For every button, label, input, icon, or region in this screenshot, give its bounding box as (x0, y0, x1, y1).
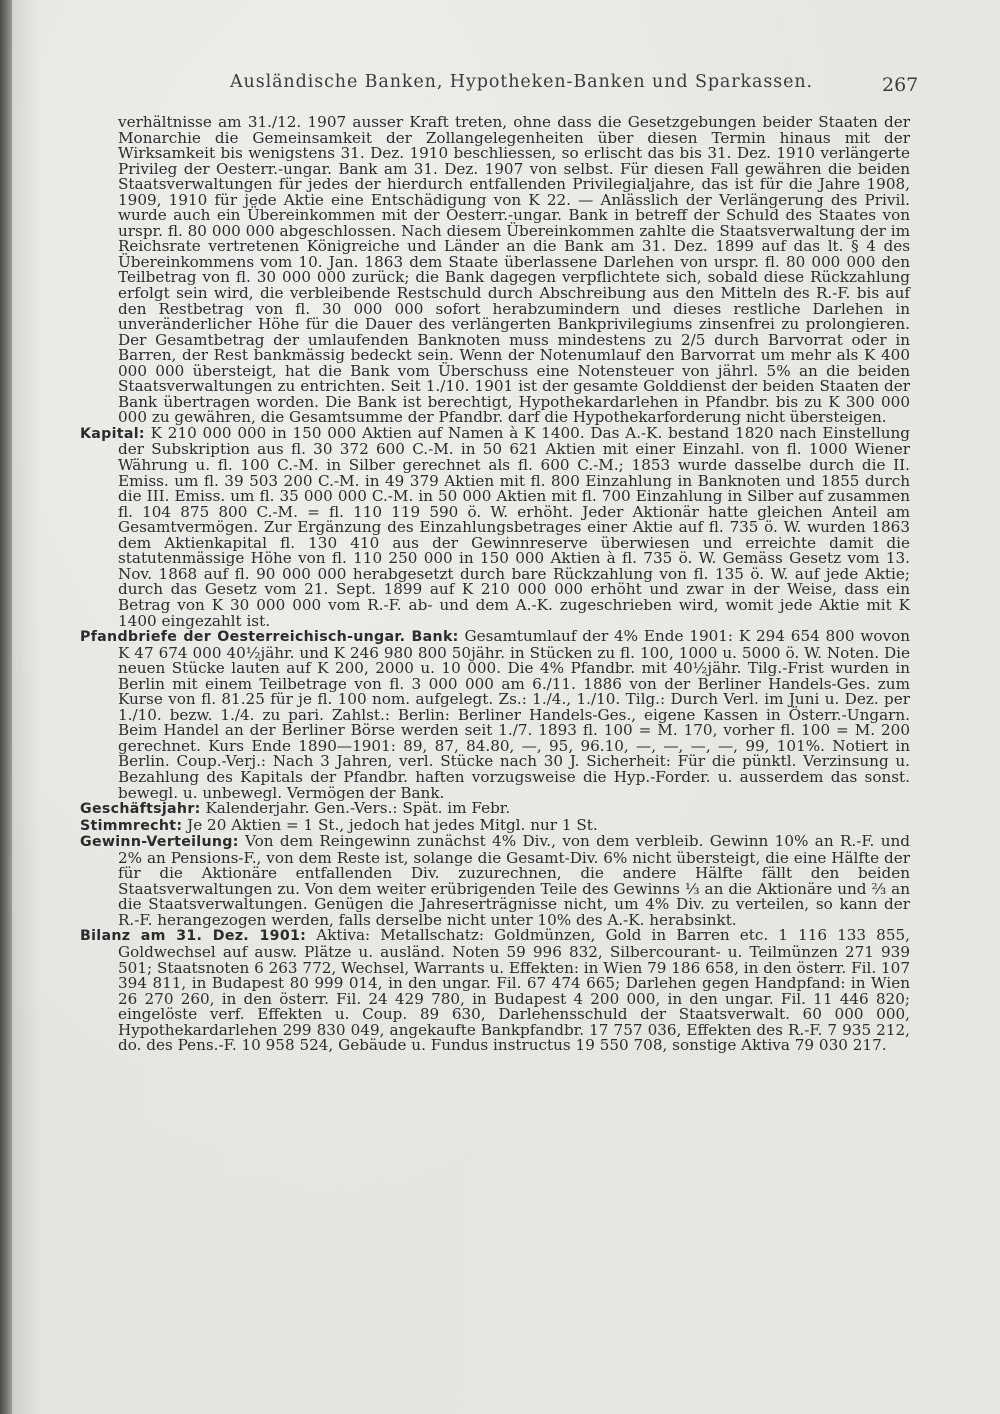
page-number: 267 (882, 74, 919, 96)
section-heading-gewinn-verteilung: Gewinn-Verteilung: (80, 834, 239, 851)
paragraph-gewinn-verteilung (80, 834, 910, 928)
paragraph-bilanz (80, 928, 910, 1053)
body-text (80, 115, 910, 1054)
paragraph-privilege (80, 115, 910, 426)
paragraph-pfandbriefe (80, 629, 910, 801)
section-heading-stimmrecht: Stimmrecht: (80, 817, 183, 834)
page-binding-edge (0, 0, 12, 1414)
paragraph-text: verhältnisse am 31./12. 1907 ausser Kraft treten, ohne dass die Gesetzgebungen beider Staaten der Monarchie die Gemeinsamkeit der Zollangelegenheiten über diesen Termin hinaus mit der Wirksamkeit bis wenigstens 31. Dez. 1910 beschliessen, so erlischt das bis 31. Dez. 1910 verlängerte Privileg der Oesterr.-ungar. Bank am 31. Dez. 1907 von selbst. Für diesen Fall gewähren die beiden Staatsverwaltungen für jedes der hierdurch entfallenden Privilegialjahre, das ist für die Jahre 1908, 1909, 1910 für jede Aktie eine Entschädigung von K 22. — Anlässlich der Verlängerung des Privil. wurde auch ein Übereinkommen mit der Oesterr.-ungar. Bank in betreff der Schuld des Staates von urspr. fl. 80 000 000 abgeschlossen. Nach diesem Übereinkommen zahlte die Staatsverwaltung der im Reichsrate vertretenen Königreiche und Länder an die Bank am 31. Dez. 1899 auf das lt. § 4 des Übereinkommens vom 10. Jan. 1863 dem Staate überlassene Darlehen von urspr. fl. 80 000 000 den Teilbetrag von fl. 30 000 000 zurück; die Bank dagegen verpflichtete sich, sobald diese Rückzahlung erfolgt sein wird, die verbleibende Restschuld durch Abschreibung aus den Mitteln des R.-F. bis auf den Restbetrag von fl. 30 000 000 sofort herabzumindern und dieses restliche Darlehen in unveränderlicher Höhe für die Dauer des verlängerten Bankprivilegiums zinsenfrei zu prolongieren. Der Gesamtbetrag der umlaufenden Banknoten muss mindestens zu 2/5 durch Barvorrat oder in Barren, der Rest bankmässig bedeckt sein. Wenn der Notenumlauf den Barvorrat um mehr als K 400 000 000 übersteigt, hat die Bank vom Überschuss eine Notensteuer von jährl. 5% an die beiden Staatsverwaltungen zu entrichten. Seit 1./10. 1901 ist der gesamte Golddienst der beiden Staaten der Bank übertragen worden. Die Bank ist berechtigt, Hypothekardarlehen in Pfandbr. bis zu K 300 000 000 zu gewähren, die Gesamtsumme der Pfandbr. darf die Hypothekarforderung nicht übersteigen. (118, 113, 910, 427)
section-heading-pfandbriefe: Pfandbriefe der Oesterreichisch-ungar. Bank: (80, 629, 459, 646)
section-heading-kapital: Kapital: (80, 425, 145, 442)
page-header (0, 68, 1000, 98)
section-heading-geschaeftsjahr: Geschäftsjahr: (80, 801, 201, 818)
paragraph-text: Aktiva: Metallschatz: Goldmünzen, Gold in Barren etc. 1 116 133 855, Goldwechsel auf ausw. Plätze u. ausländ. Noten 59 996 832, Silbercourant- u. Teilmünzen 271 939 501; Staatsnoten 6 263 772, Wechsel, Warrants u. Effekten: in Wien 79 186 658, in den österr. Fil. 107 394 811, in Budapest 80 999 014, in den ungar. Fil. 67 474 665; Darlehen gegen Handpfand: in Wien 26 270 260, in den österr. Fil. 24 429 780, in Budapest 4 200 000, in den ungar. Fil. 11 446 820; eingelöste verf. Effekten u. Coup. 89 630, Darlehensschuld der Staatsverwalt. 60 000 000, Hypothekardarlehen 299 830 049, angekaufte Bankpfandbr. 17 757 036, Effekten des R.-F. 7 935 212, do. des Pens.-F. 10 958 524, Gebäude u. Fundus instructus 19 550 708, sonstige Aktiva 79 030 217. (118, 926, 910, 1055)
running-title: Ausländische Banken, Hypotheken-Banken und Sparkassen. (230, 72, 814, 92)
paragraph-text: Von dem Reingewinn zunächst 4% Div., von dem verbleib. Gewinn 10% an R.-F. und 2% an Pensions-F., von dem Reste ist, solange die Gesamt-Div. 6% nicht übersteigt, die eine Hälfte der für die Aktionäre entfallenden Div. zuzurechnen, die andere Hälfte fällt den beiden Staatsverwaltungen zu. Von dem weiter erübrigenden Teile des Gewinns ⅓ an die Aktionäre und ⅔ an die Staatsverwaltungen. Genügen die Jahreserträgnisse nicht, um 4% Div. zu verteilen, so kann der R.-F. herangezogen werden, falls derselbe nicht unter 10% des A.-K. herabsinkt. (118, 832, 911, 929)
paragraph-text: K 210 000 000 in 150 000 Aktien auf Namen à K 1400. Das A.-K. bestand 1820 nach Einstellung der Subskription aus fl. 30 372 600 C.-M. in 50 621 Aktien mit einer Einzahl. von fl. 1000 Wiener Währung u. fl. 100 C.-M. in Silber gerechnet als fl. 600 C.-M.; 1853 wurde dasselbe durch die II. Emiss. um fl. 39 503 200 C.-M. in 49 379 Aktien mit fl. 800 Einzahlung in Banknoten und 1855 durch die III. Emiss. um fl. 35 000 000 C.-M. in 50 000 Aktien mit fl. 700 Einzahlung in Silber auf zusammen fl. 104 875 800 C.-M. = fl. 110 119 590 ö. W. erhöht. Jeder Aktionär hatte gleichen Anteil am Gesamtvermögen. Zur Ergänzung des Einzahlungsbetrages einer Aktie auf fl. 735 ö. W. wurden 1863 dem Aktienkapital fl. 130 410 aus der Gewinnreserve überwiesen und erreichte damit die statutenmässige Höhe von fl. 110 250 000 in 150 000 Aktien à fl. 735 ö. W. Gemäss Gesetz vom 13. Nov. 1868 auf fl. 90 000 000 herabgesetzt durch bare Rückzahlung von fl. 135 ö. W. auf jede Aktie; durch das Gesetz vom 21. Sept. 1899 auf K 210 000 000 erhöht und zwar in der Weise, dass ein Betrag von K 30 000 000 vom R.-F. ab- und dem A.-K. zugeschrieben wird, womit jede Aktie mit K 1400 eingezahlt ist. (118, 423, 910, 630)
paragraph-text: Je 20 Aktien = 1 St., jedoch hat jedes Mitgl. nur 1 St. (187, 815, 598, 834)
paragraph-text: Gesamtumlauf der 4% Ende 1901: K 294 654 800 wovon K 47 674 000 40½jähr. und K 246 980 800 50jähr. in Stücken zu fl. 100, 1000 u. 5000 ö. W. Noten. Die neuen Stücke lauten auf K 200, 2000 u. 10 000. Die 4% Pfandbr. mit 40½jähr. Tilg.-Frist wurden in Berlin mit einem Teilbetrage von fl. 3 000 000 am 6./11. 1886 von der Berliner Handels-Ges. zum Kurse von fl. 81.25 für je fl. 100 nom. aufgelegt. Zs.: 1./4., 1./10. Tilg.: Durch Verl. im Juni u. Dez. per 1./10. bezw. 1./4. zu pari. Zahlst.: Berlin: Berliner Handels-Ges., eigene Kassen in Österr.-Ungarn. Beim Handel an der Berliner Börse werden seit 1./7. 1893 fl. 100 = M. 170, vorher fl. 100 = M. 200 gerechnet. Kurs Ende 1890—1901: 89, 87, 84.80, —, 95, 96.10, —, —, —, —, 99, 101%. Notiert in Berlin. Coup.-Verj.: Nach 3 Jahren, verl. Stücke nach 30 J. Sicherheit: Für die pünktl. Verzinsung u. Bezahlung des Kapitals der Pfandbr. haften vorzugsweise die Hyp.-Forder. u. ausserdem das sonst. bewegl. u. unbewegl. Vermögen der Bank. (118, 627, 910, 802)
paragraph-kapital (80, 423, 910, 630)
section-heading-bilanz: Bilanz am 31. Dez. 1901: (80, 928, 307, 945)
paragraph-text: Kalenderjahr. Gen.-Vers.: Spät. im Febr. (205, 799, 511, 818)
